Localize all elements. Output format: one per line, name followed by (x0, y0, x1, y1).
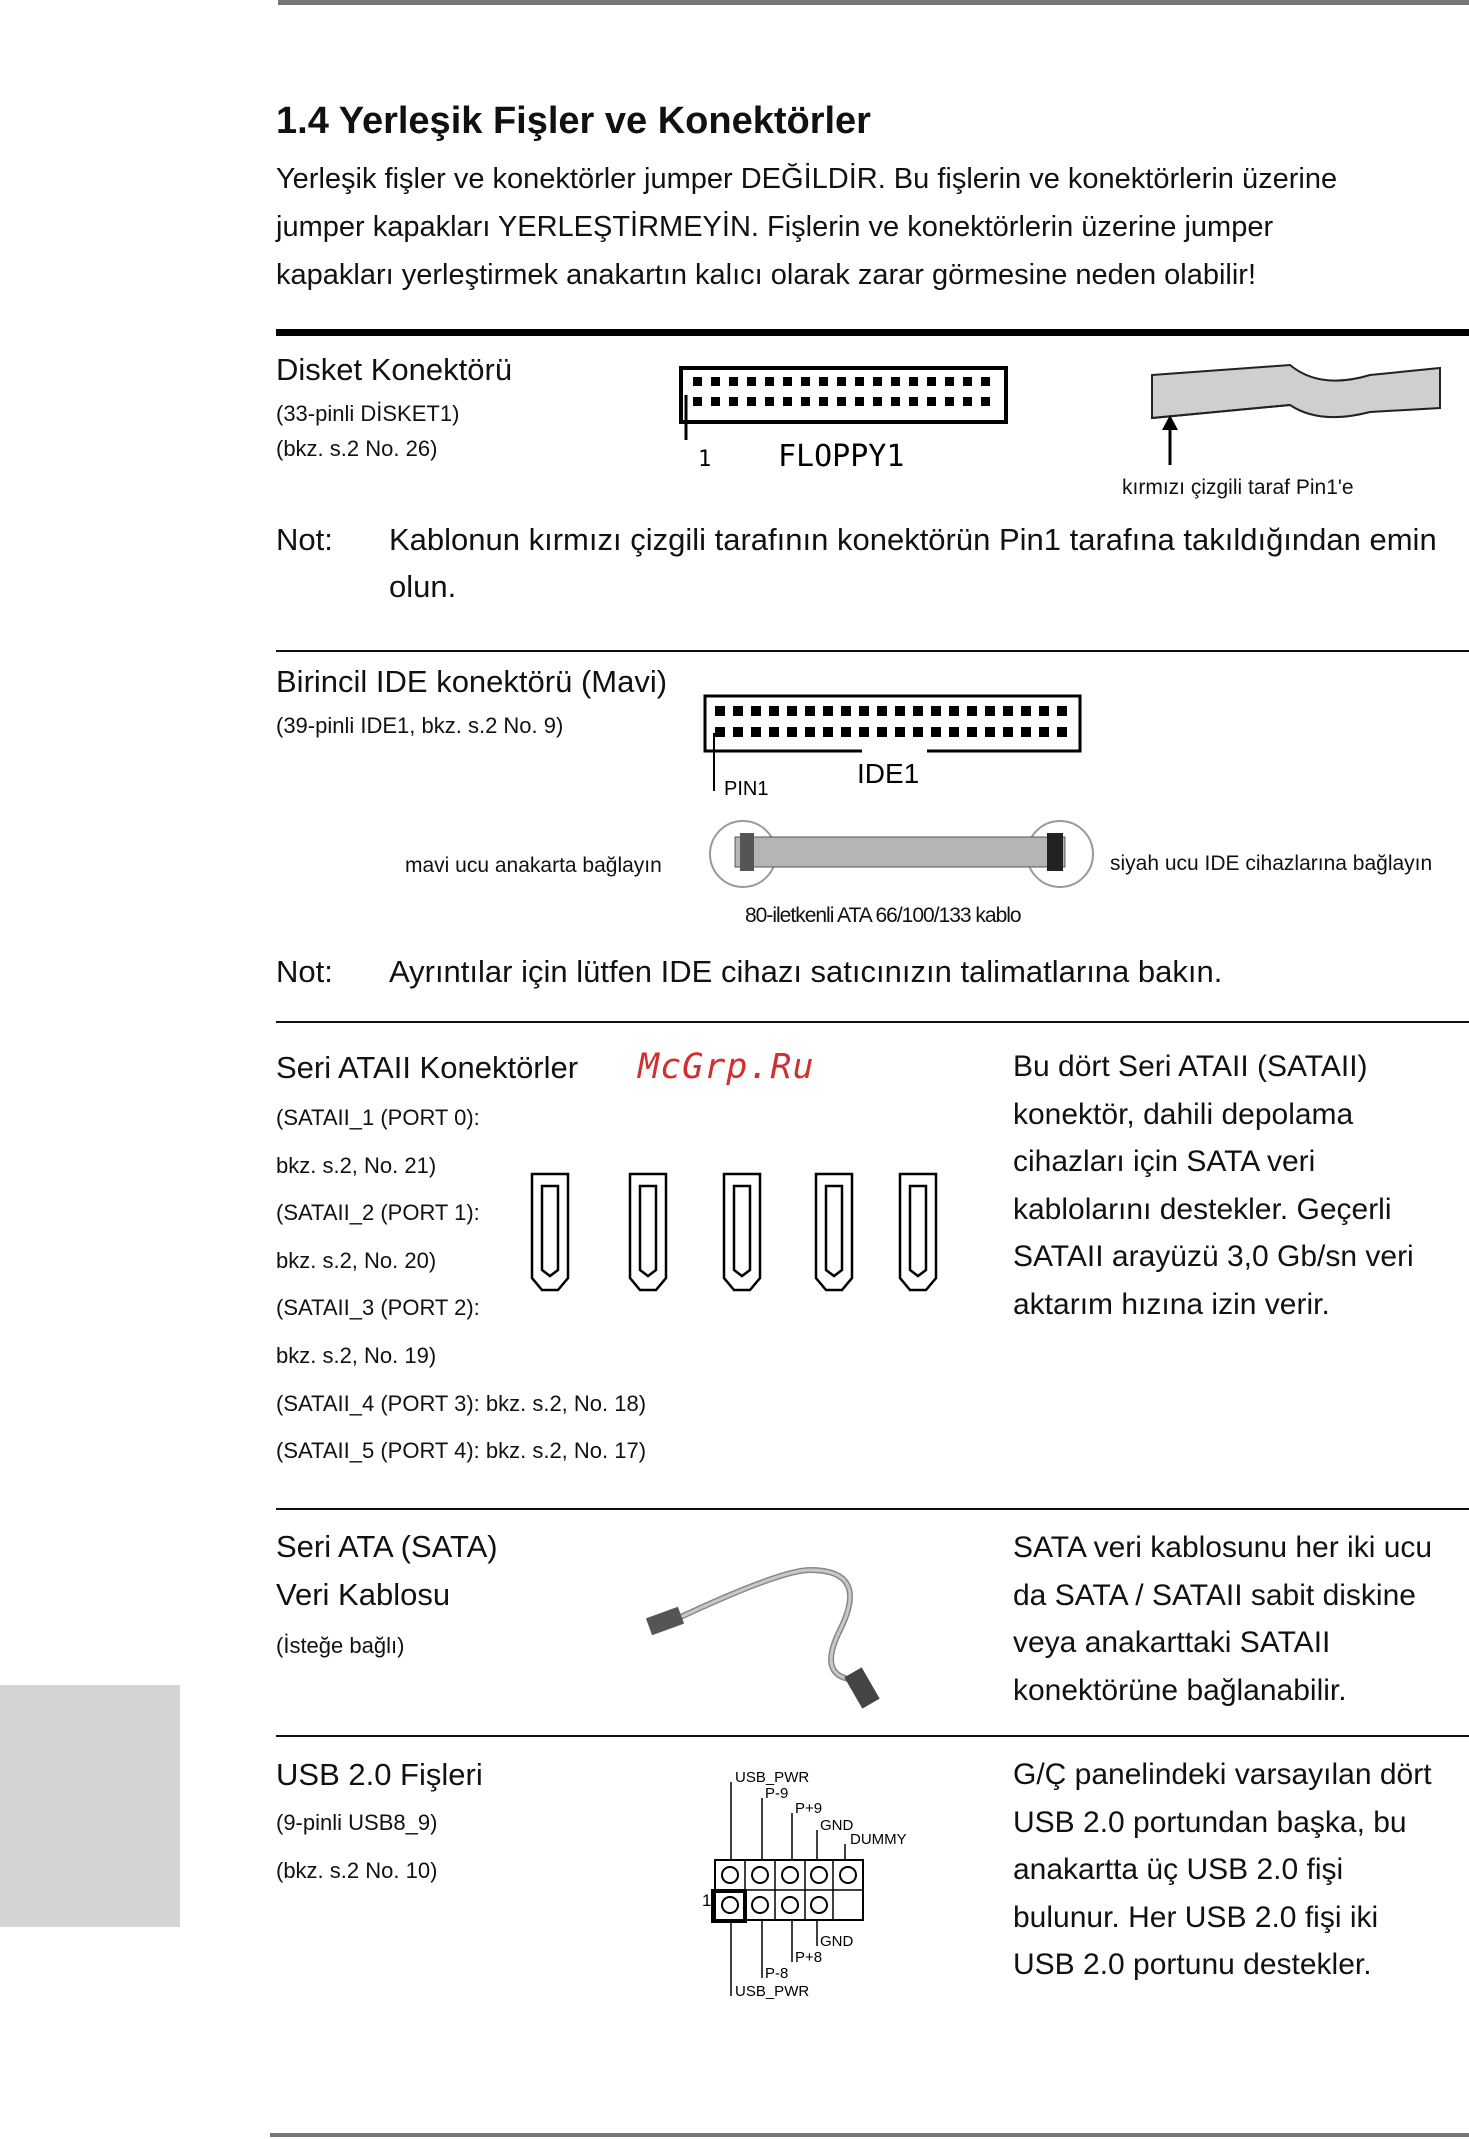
sata2-line: (SATAII_2 (PORT 1): (276, 1200, 480, 1226)
usb-sub2: (bkz. s.2 No. 10) (276, 1858, 438, 1883)
intro-line: jumper kapakları YERLEŞTİRMEYİN. Fişlerin ve konektörlerin üzerine jumper (276, 211, 1274, 243)
sata2-desc-line: konektör, dahili depolama (1013, 1097, 1354, 1131)
sata2-description (1013, 1043, 1463, 1329)
watermark: McGrp.Ru (638, 1047, 815, 1087)
usb-pin-label: P-8 (765, 1965, 789, 1982)
floppy-note-line: Kablonun kırmızı çizgili tarafının konektörün Pin1 tarafına takıldığından emin (389, 522, 1437, 557)
usb-desc-line: USB 2.0 portundan başka, bu (1013, 1805, 1407, 1839)
floppy-label: FLOPPY1 (778, 439, 905, 470)
sata-cable-title1: Seri ATA (SATA) (276, 1529, 498, 1564)
ide-pin1-label: PIN1 (724, 778, 769, 800)
section-divider (276, 329, 1469, 336)
section-divider (276, 650, 1469, 652)
ide-cable-image (705, 815, 1095, 893)
sata-cable-desc-line: veya anakarttaki SATAII (1013, 1626, 1331, 1660)
side-tab (0, 1685, 180, 1927)
usb-pin-label: DUMMY (850, 1831, 907, 1848)
sata-cable-desc-line: da SATA / SATAII sabit diskine (1013, 1578, 1416, 1612)
sata2-desc-line: SATAII arayüzü 3,0 Gb/sn veri (1013, 1240, 1414, 1274)
sata2-title: Seri ATAII Konektörler (276, 1050, 579, 1085)
floppy-sub2: (bkz. s.2 No. 26) (276, 436, 438, 461)
usb-pin-label: GND (820, 1817, 854, 1834)
floppy-connector-diagram (678, 365, 1010, 470)
sata2-line: (SATAII_3 (PORT 2): (276, 1295, 480, 1321)
usb-title: USB 2.0 Fişleri (276, 1757, 483, 1792)
usb-description (1013, 1751, 1469, 1989)
sata2-line: bkz. s.2, No. 19) (276, 1342, 437, 1368)
ide-title: Birincil IDE konektörü (Mavi) (276, 664, 668, 699)
usb-pin-label: P+8 (795, 1949, 823, 1966)
floppy-title: Disket Konektörü (276, 352, 513, 387)
floppy-sub1: (33-pinli DİSKET1) (276, 401, 460, 426)
intro-line: Yerleşik fişler ve konektörler jumper DEĞİLDİR. Bu fişlerin ve konektörlerin üzerine (276, 163, 1338, 195)
usb-pin-label: P+9 (795, 1800, 823, 1817)
ide-right-caption: siyah ucu IDE cihazlarına bağlayın (1110, 852, 1433, 875)
top-rule (278, 0, 1469, 5)
sata-cable-desc-line: konektörüne bağlanabilir. (1013, 1673, 1347, 1707)
floppy-cable-image (1140, 360, 1450, 470)
ide-sub: (39-pinli IDE1, bkz. s.2 No. 9) (276, 713, 564, 738)
sata2-desc-line: aktarım hızına izin verir. (1013, 1287, 1330, 1321)
sata2-desc-line: cihazları için SATA veri (1013, 1145, 1316, 1179)
usb-header-diagram (695, 1760, 935, 2010)
usb-desc-line: anakartta üç USB 2.0 fişi (1013, 1853, 1344, 1887)
section-divider (276, 1508, 1469, 1510)
ide-connector-diagram (702, 693, 1087, 803)
section-divider (276, 1735, 1469, 1737)
ide-label: IDE1 (857, 758, 920, 789)
floppy-note (389, 516, 1459, 610)
usb-pin-label: USB_PWR (735, 1983, 810, 2000)
sata-cable-sub: (İsteğe bağlı) (276, 1633, 405, 1658)
floppy-cable-caption: kırmızı çizgili taraf Pin1'e (1122, 476, 1354, 499)
sata2-line: (SATAII_5 (PORT 4): bkz. s.2, No. 17) (276, 1438, 647, 1464)
ide-note-label: Not: (276, 954, 333, 989)
usb-desc-line: USB 2.0 portunu destekler. (1013, 1948, 1372, 1982)
sata-cable-desc-line: SATA veri kablosunu her iki ucu (1013, 1531, 1433, 1564)
svg-text:1: 1 (698, 447, 712, 470)
section-title: 1.4 Yerleşik Fişler ve Konektörler (276, 100, 871, 142)
bottom-rule (270, 2133, 1469, 2137)
floppy-note-line: olun. (389, 569, 457, 604)
sata2-line: (SATAII_1 (PORT 0): (276, 1105, 480, 1130)
sata-cable-image (640, 1530, 940, 1710)
usb-pin-label: P-9 (765, 1785, 789, 1802)
intro-line: kapakları yerleştirmek anakartın kalıcı olarak zarar görmesine neden olabilir! (276, 259, 1256, 291)
sata2-line: bkz. s.2, No. 20) (276, 1247, 437, 1273)
ide-cable-caption: 80-iletkenli ATA 66/100/133 kablo (745, 904, 1021, 927)
usb-pin-label: USB_PWR (735, 1769, 810, 1786)
sata2-desc-line: kablolarını destekler. Geçerli (1013, 1192, 1392, 1226)
usb-pin-label: 1 (702, 1891, 712, 1910)
ide-left-caption: mavi ucu anakarta bağlayın (405, 854, 662, 877)
usb-desc-line: G/Ç panelindeki varsayılan dört (1013, 1758, 1432, 1791)
floppy-note-label: Not: (276, 522, 333, 557)
usb-desc-line: bulunur. Her USB 2.0 fişi iki (1013, 1900, 1379, 1934)
sata2-line: (SATAII_4 (PORT 3): bkz. s.2, No. 18) (276, 1390, 647, 1416)
usb-sub1: (9-pinli USB8_9) (276, 1810, 438, 1835)
ide-note: Ayrıntılar için lütfen IDE cihazı satıcınızın talimatlarına bakın. (389, 954, 1223, 989)
sata-cable-title2: Veri Kablosu (276, 1577, 451, 1612)
sata2-connectors-diagram (528, 1170, 948, 1295)
sata-cable-description (1013, 1524, 1469, 1714)
sata2-line: bkz. s.2, No. 21) (276, 1152, 437, 1178)
sata2-desc-line: Bu dört Seri ATAII (SATAII) (1013, 1050, 1368, 1083)
usb-pin-label: GND (820, 1933, 854, 1950)
intro-paragraph (276, 155, 1456, 299)
section-divider (276, 1021, 1469, 1023)
